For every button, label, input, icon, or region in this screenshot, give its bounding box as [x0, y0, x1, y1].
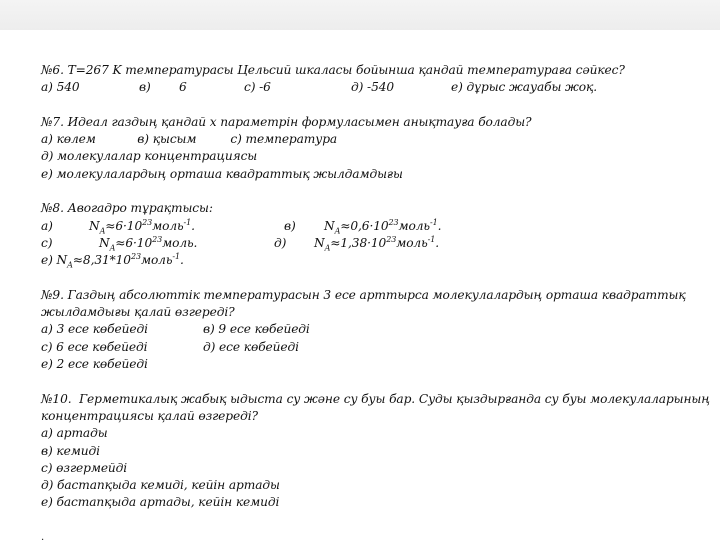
q7-options-line2: д) молекулалар концентрациясы	[41, 149, 258, 164]
q8-option-d-label: д)	[274, 235, 287, 250]
q6-option-e: е) дұрыс жауабы жоқ.	[451, 80, 598, 95]
q8-option-a-label: а)	[41, 218, 53, 233]
q9-row2	[41, 339, 681, 356]
q9-option-e: е) 2 есе көбейеді	[41, 357, 148, 372]
q6-option-c: с) -6	[244, 80, 271, 95]
q8-option-c-formula: $N_A\approx 6\cdot 10^{23}моль$.	[99, 234, 198, 253]
q10-option-c: с) өзгермейді	[41, 460, 128, 475]
q8-title: №8. Авогадро тұрақтысы:	[41, 201, 213, 216]
q6-title: №6. T=267 K температурасы Цельсий шкаласы бойынша қандай температураға сәйкес?	[41, 63, 625, 77]
q9-option-d: д) есе көбейеді	[203, 339, 299, 354]
q9-option-a: а) 3 есе көбейеді	[41, 322, 148, 337]
q6-option-a: а) 540	[41, 80, 80, 95]
q6-option-d: д) -540	[351, 80, 395, 95]
q7-title: №7. Идеал газдың қандай х параметрін формуласымен анықтауға болады?	[41, 114, 532, 129]
q8-option-c-label: с)	[41, 235, 53, 250]
trailing-dot: .	[41, 532, 45, 544]
q7-options-line3: е) молекулалардың орташа квадраттық жылдамдығы	[41, 166, 403, 181]
q6-options	[41, 79, 681, 96]
q8-row3	[41, 252, 681, 269]
document-body	[41, 62, 710, 546]
q8-row1	[41, 218, 681, 235]
q9-title-line1: №9. Газдың абсолюттік температурасын 3 есе арттырса молекулалардың орташа квадраттық	[41, 287, 686, 302]
q10-option-b: в) кемиді	[41, 443, 100, 458]
q10-option-a: а) артады	[41, 426, 108, 441]
q10-option-d: д) бастапқыда кемиді, кейін артады	[41, 478, 280, 493]
q9-option-c: с) 6 есе көбейеді	[41, 339, 148, 354]
q8-option-b-formula: $N_A\approx 0,6\cdot 10^{23}моль^{-1}$.	[324, 217, 442, 236]
q8-row2	[41, 235, 681, 252]
q8-option-a-formula: $N_A\approx 6\cdot 10^{23}моль^{-1}$.	[89, 217, 195, 236]
top-bar	[0, 0, 720, 30]
q6-option-b-value: 6	[179, 80, 187, 95]
q9-option-b: в) 9 есе көбейеді	[203, 322, 310, 337]
q9-row1	[41, 321, 681, 338]
q7-options-line1: а) көлем в) қысым с) температура	[41, 132, 338, 147]
q10-title-line1: №10. Герметикалық жабық ыдыста су және су буы бар. Суды қыздырғанда су буы молекулаларының	[41, 391, 710, 406]
q8-option-d-formula: $N_A\approx 1,38\cdot 10^{23}моль^{-1}$.	[314, 234, 439, 253]
q9-title-line2: жылдамдығы қалай өзгереді?	[41, 305, 235, 320]
q8-option-e: е) $N_A\approx 8,31*10^{23}моль^{-1}$.	[41, 252, 184, 270]
q8-option-b-label: в)	[284, 218, 296, 233]
q10-title-line2: концентрациясы қалай өзгереді?	[41, 408, 258, 423]
q6-option-b: в)	[139, 80, 151, 95]
q10-option-e: е) бастапқыда артады, кейін кемиді	[41, 495, 280, 510]
